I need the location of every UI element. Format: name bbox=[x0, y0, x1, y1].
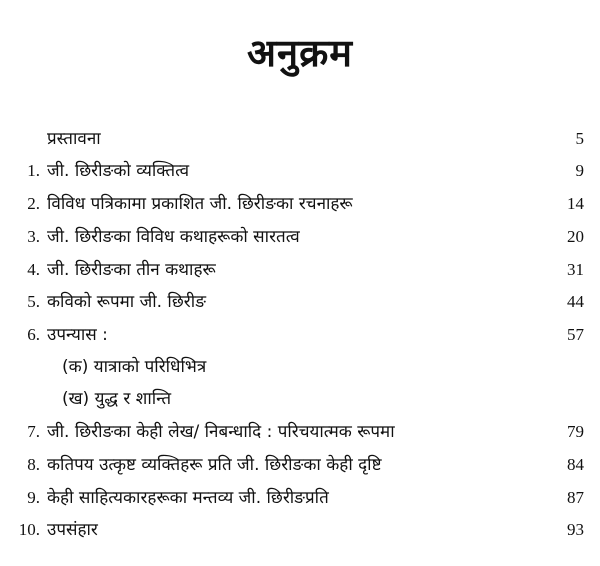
entry-title: प्रस्तावना bbox=[47, 129, 101, 149]
entry-title: कतिपय उत्कृष्ट व्यक्तिहरू प्रति जी. छिरीङका केही दृष्टि bbox=[47, 455, 382, 475]
entry-number: 10. bbox=[18, 520, 40, 539]
entry-number: 9. bbox=[27, 488, 40, 507]
entry-page-number: 84 bbox=[567, 455, 584, 474]
entry-number: 1. bbox=[27, 161, 40, 180]
entry-title: (ख) युद्ध र शान्ति bbox=[62, 389, 172, 409]
entry-page-number: 14 bbox=[567, 194, 584, 213]
entry-title: उपसंहार bbox=[47, 520, 98, 540]
entry-number: 8. bbox=[27, 455, 40, 474]
entry-number: 3. bbox=[27, 227, 40, 246]
entry-number: 7. bbox=[27, 422, 40, 441]
entry-page-number: 79 bbox=[567, 422, 584, 441]
entry-title: विविध पत्रिकामा प्रकाशित जी. छिरीङका रचनाहरू bbox=[47, 194, 353, 214]
entry-page-number: 57 bbox=[567, 325, 584, 344]
entry-number: 4. bbox=[27, 260, 40, 279]
toc-entry-8 bbox=[0, 450, 600, 480]
toc-entry-10 bbox=[0, 515, 600, 545]
entry-title: (क) यात्राको परिधिभित्र bbox=[62, 357, 207, 377]
entry-number: 5. bbox=[27, 292, 40, 311]
entry-title: जी. छिरीङका विविध कथाहरूको सारतत्व bbox=[47, 227, 300, 247]
toc-subentry-6b bbox=[0, 384, 600, 414]
entry-page-number: 9 bbox=[575, 161, 584, 180]
entry-page-number: 44 bbox=[567, 292, 584, 311]
entry-number: 6. bbox=[27, 325, 40, 344]
entry-page-number: 93 bbox=[567, 520, 584, 539]
toc-subentry-6a bbox=[0, 352, 600, 382]
toc-entry-5 bbox=[0, 287, 600, 317]
entry-number: 2. bbox=[27, 194, 40, 213]
entry-page-number: 5 bbox=[575, 129, 584, 148]
entry-title: जी. छिरीङको व्यक्तित्व bbox=[47, 161, 190, 181]
entry-title: जी. छिरीङका तीन कथाहरू bbox=[47, 260, 216, 280]
toc-entry-7 bbox=[0, 417, 600, 447]
page-title: अनुक्रम bbox=[246, 31, 354, 75]
toc-entry-preface bbox=[0, 124, 600, 154]
toc-entry-1 bbox=[0, 156, 600, 186]
toc-entry-3 bbox=[0, 222, 600, 252]
toc-entry-6 bbox=[0, 320, 600, 350]
toc-entry-2 bbox=[0, 189, 600, 219]
entry-title: उपन्यास : bbox=[47, 325, 108, 345]
toc-entry-4 bbox=[0, 255, 600, 285]
entry-page-number: 20 bbox=[567, 227, 584, 246]
entry-title: केही साहित्यकारहरूका मन्तव्य जी. छिरीङप्रति bbox=[47, 488, 329, 508]
entry-title: जी. छिरीङका केही लेख/ निबन्धादि : परिचयात्मक रूपमा bbox=[47, 422, 395, 442]
toc-entry-9 bbox=[0, 483, 600, 513]
entry-page-number: 87 bbox=[567, 488, 584, 507]
entry-title: कविको रूपमा जी. छिरीङ bbox=[47, 292, 206, 312]
entry-page-number: 31 bbox=[567, 260, 584, 279]
